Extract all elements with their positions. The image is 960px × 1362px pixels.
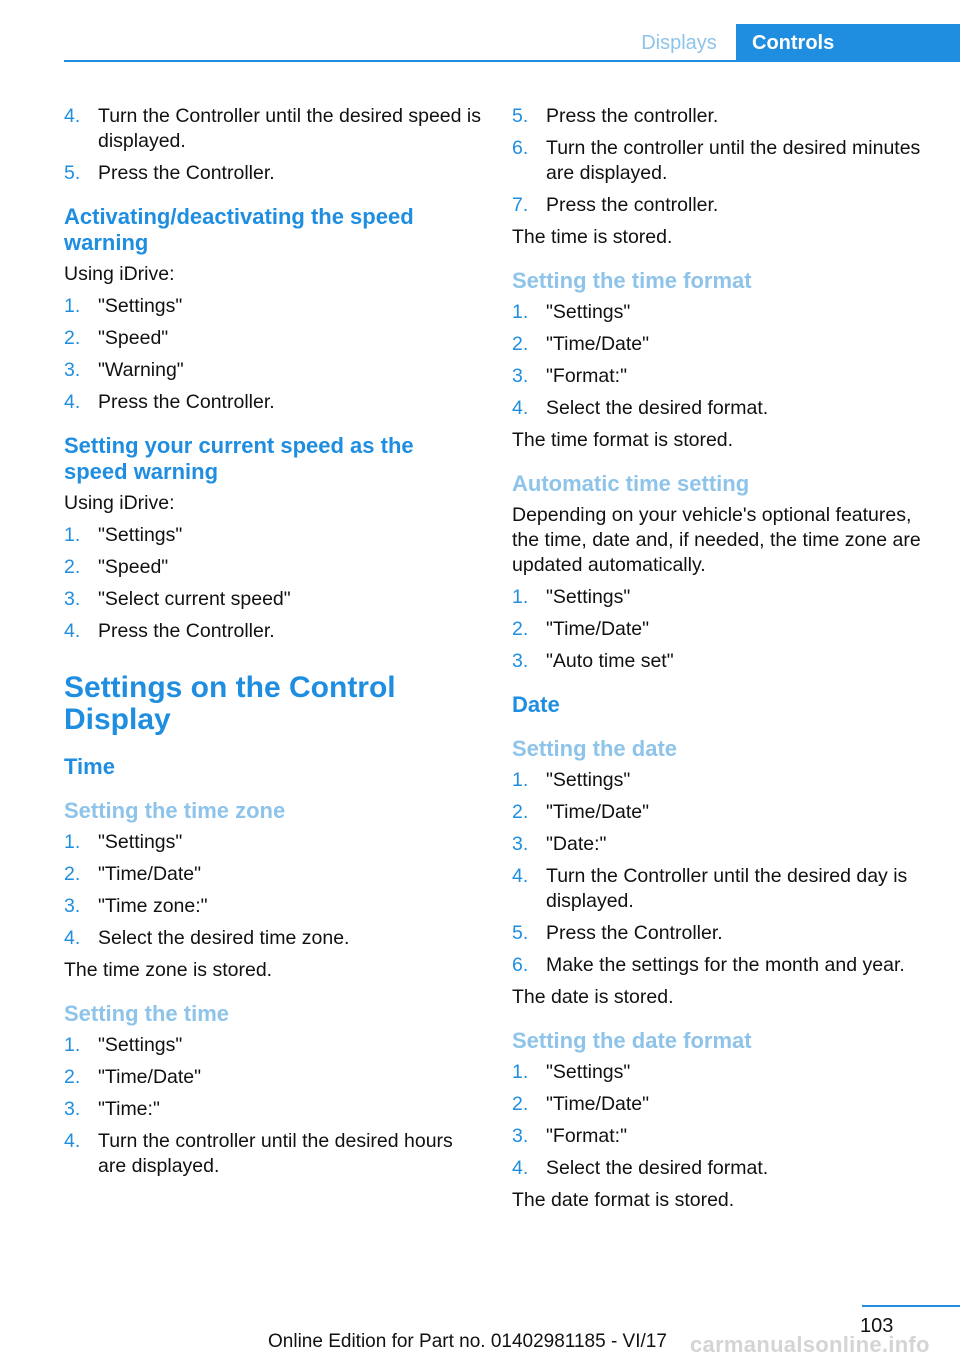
list-item-text: Press the Controller. (98, 162, 275, 184)
list-item-number: 4. (512, 397, 529, 419)
list-item (512, 193, 930, 218)
list-item (512, 1156, 930, 1181)
list-item-number: 4. (64, 105, 81, 127)
list-item (512, 617, 930, 642)
list-item (64, 326, 482, 351)
list-item-number: 3. (512, 1125, 529, 1147)
list-item-number: 1. (64, 1034, 81, 1056)
list-item-number: 1. (64, 831, 81, 853)
heading-setting-date: Setting the date (512, 736, 678, 761)
heading-setting-time-zone: Setting the time zone (64, 798, 286, 823)
list-item-text: "Date:" (546, 833, 607, 855)
list-item-text: "Time/Date" (546, 801, 650, 823)
list-item (512, 1092, 930, 1117)
list-item-number: 4. (512, 865, 529, 887)
list-item-text: "Settings" (546, 769, 631, 791)
list-item-number: 2. (512, 801, 529, 823)
heading-activating-speed-warning: Activating/deactivating the speed warning (64, 204, 414, 255)
list-item-text: "Time/Date" (546, 1093, 650, 1115)
heading-date-format: Setting the date format (512, 1028, 752, 1053)
list-item-text: Turn the controller until the desired minutes are displayed. (546, 137, 921, 184)
list-item-text: "Settings" (546, 1061, 631, 1083)
list-item (64, 104, 482, 154)
list-item (64, 523, 482, 548)
edition-text: Online Edition for Part no. 01402981185 - VI/17 (268, 1331, 667, 1352)
heading-time-format: Setting the time format (512, 268, 752, 293)
list-item-text: "Format:" (546, 1125, 628, 1147)
list-item-text: Press the controller. (546, 194, 719, 216)
list-item (512, 364, 930, 389)
list-item-number: 2. (64, 863, 81, 885)
list-item-text: Press the controller. (546, 105, 719, 127)
activating-steps-list (64, 294, 482, 415)
time-zone-stored-text: The time zone is stored. (64, 959, 273, 981)
list-item-number: 3. (512, 833, 529, 855)
list-item (512, 396, 930, 421)
date-stored-text: The date is stored. (512, 986, 674, 1008)
set-time-continued-list (512, 104, 930, 218)
list-item (512, 136, 930, 186)
list-item (512, 800, 930, 825)
list-item (64, 294, 482, 319)
list-item-text: "Time zone:" (98, 895, 208, 917)
list-item-text: "Select current speed" (98, 588, 291, 610)
heading-setting-time: Setting the time (64, 1001, 230, 1026)
list-item-number: 2. (512, 1093, 529, 1115)
page-number: 103 (860, 1315, 894, 1337)
list-item (64, 894, 482, 919)
list-item (64, 619, 482, 644)
list-item-text: Press the Controller. (546, 922, 723, 944)
heading-time: Time (64, 754, 115, 779)
heading-current-speed-warning: Setting your current speed as the speed warning (64, 433, 414, 484)
list-item (64, 1033, 482, 1058)
list-item-number: 3. (512, 365, 529, 387)
list-item (512, 1124, 930, 1149)
list-item-number: 4. (64, 927, 81, 949)
list-item-text: "Speed" (98, 327, 169, 349)
list-item (64, 830, 482, 855)
list-item-number: 5. (512, 105, 529, 127)
date-format-stored-text: The date format is stored. (512, 1189, 735, 1211)
list-item (64, 1097, 482, 1122)
list-item-number: 2. (64, 1066, 81, 1088)
list-item (512, 1060, 930, 1085)
left-column (64, 104, 482, 1186)
right-column (512, 104, 930, 1220)
list-item-number: 6. (512, 954, 529, 976)
list-item (64, 1065, 482, 1090)
list-item-text: Select the desired time zone. (98, 927, 350, 949)
list-item-number: 3. (64, 359, 81, 381)
list-item (512, 104, 930, 129)
list-item-number: 1. (512, 769, 529, 791)
list-item-text: Turn the Controller until the desired speed is displayed. (98, 105, 481, 152)
list-item-number: 1. (512, 1061, 529, 1083)
list-item (512, 300, 930, 325)
list-item-text: Select the desired format. (546, 1157, 769, 1179)
list-item-number: 2. (64, 327, 81, 349)
set-time-steps-list (64, 1033, 482, 1179)
speed-steps-list (64, 104, 482, 186)
list-item-text: Press the Controller. (98, 620, 275, 642)
list-item-number: 4. (64, 620, 81, 642)
list-item-text: "Settings" (98, 295, 183, 317)
list-item-text: "Time/Date" (98, 1066, 202, 1088)
list-item (512, 921, 930, 946)
list-item-text: "Settings" (98, 524, 183, 546)
list-item (64, 1129, 482, 1179)
list-item (512, 585, 930, 610)
list-item-number: 3. (64, 588, 81, 610)
watermark-text: carmanualsonline.info (690, 1332, 930, 1357)
list-item-number: 2. (64, 556, 81, 578)
set-date-steps-list (512, 768, 930, 978)
list-item-text: Make the settings for the month and year. (546, 954, 905, 976)
list-item-number: 3. (64, 895, 81, 917)
time-stored-text: The time is stored. (512, 226, 673, 248)
list-item-number: 7. (512, 194, 529, 216)
list-item-number: 4. (64, 1130, 81, 1152)
tab-displays[interactable]: Displays (641, 32, 717, 54)
list-item-text: "Time/Date" (546, 333, 650, 355)
list-item (512, 864, 930, 914)
list-item-number: 5. (512, 922, 529, 944)
list-item (512, 332, 930, 357)
list-item-text: "Speed" (98, 556, 169, 578)
list-item-text: Turn the Controller until the desired day is displayed. (546, 865, 908, 912)
list-item-number: 6. (512, 137, 529, 159)
list-item-number: 1. (64, 295, 81, 317)
list-item-number: 1. (512, 301, 529, 323)
tab-controls[interactable]: Controls (736, 24, 960, 62)
time-format-stored-text: The time format is stored. (512, 429, 734, 451)
list-item (64, 862, 482, 887)
automatic-time-text: Depending on your vehicle's optional features, the time, date and, if needed, the time zone are updated automatically. (512, 504, 921, 576)
list-item-number: 2. (512, 618, 529, 640)
list-item (64, 587, 482, 612)
list-item-number: 1. (512, 586, 529, 608)
using-idrive-text: Using iDrive: (64, 263, 175, 285)
using-idrive-text-2: Using iDrive: (64, 492, 175, 514)
list-item-number: 5. (64, 162, 81, 184)
current-speed-steps-list (64, 523, 482, 644)
list-item (64, 555, 482, 580)
list-item-number: 1. (64, 524, 81, 546)
list-item (512, 768, 930, 793)
list-item-text: "Time:" (98, 1098, 160, 1120)
list-item-number: 2. (512, 333, 529, 355)
list-item-number: 4. (512, 1157, 529, 1179)
time-zone-steps-list (64, 830, 482, 951)
list-item (64, 390, 482, 415)
list-item-text: "Settings" (98, 831, 183, 853)
heading-automatic-time-setting: Automatic time setting (512, 471, 750, 496)
list-item-text: "Time/Date" (98, 863, 202, 885)
header-divider (64, 60, 960, 62)
list-item-text: Turn the controller until the desired hours are displayed. (98, 1130, 453, 1177)
heading-date: Date (512, 692, 560, 717)
list-item-text: "Time/Date" (546, 618, 650, 640)
date-format-steps-list (512, 1060, 930, 1181)
list-item-text: "Settings" (98, 1034, 183, 1056)
list-item (64, 926, 482, 951)
list-item (512, 832, 930, 857)
heading-settings-control-display: Settings on the Control Display (64, 671, 396, 736)
list-item (512, 649, 930, 674)
list-item-text: "Warning" (98, 359, 184, 381)
list-item-number: 3. (512, 650, 529, 672)
list-item (64, 161, 482, 186)
list-item-text: "Settings" (546, 586, 631, 608)
list-item-text: Press the Controller. (98, 391, 275, 413)
list-item-number: 4. (64, 391, 81, 413)
list-item-text: "Format:" (546, 365, 628, 387)
list-item-text: "Auto time set" (546, 650, 674, 672)
list-item (64, 358, 482, 383)
list-item-number: 3. (64, 1098, 81, 1120)
automatic-time-steps-list (512, 585, 930, 674)
list-item-text: Select the desired format. (546, 397, 769, 419)
footer-divider (862, 1305, 960, 1307)
list-item-text: "Settings" (546, 301, 631, 323)
list-item (512, 953, 930, 978)
time-format-steps-list (512, 300, 930, 421)
